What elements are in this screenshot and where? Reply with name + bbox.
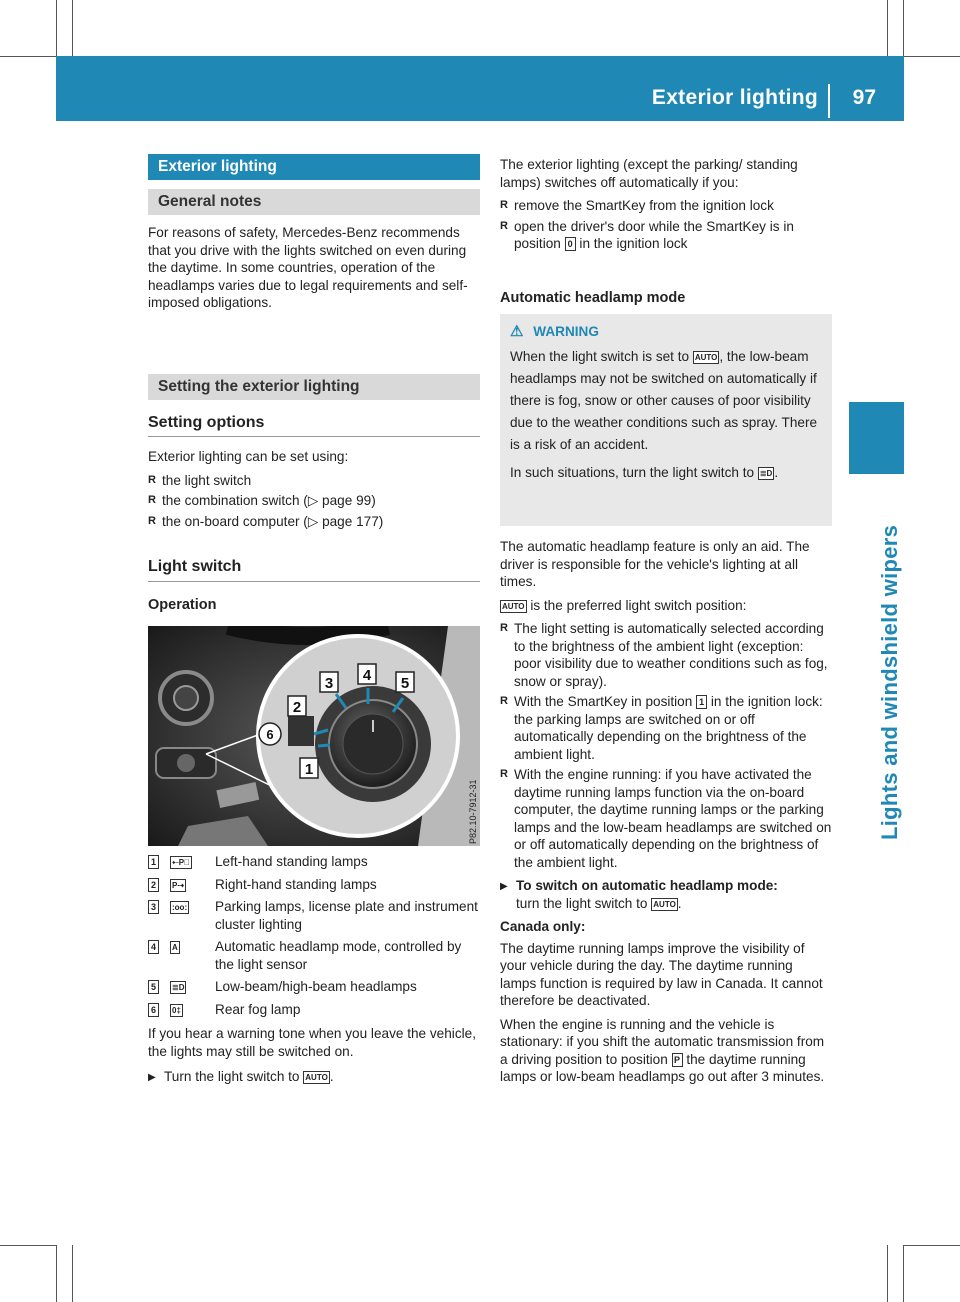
- crop-mark: [887, 0, 888, 56]
- setting-heading: Setting the exterior lighting: [148, 374, 480, 400]
- setting-options-text: [148, 448, 480, 530]
- left-standing-lamps-icon: ⇠P⃒: [172, 858, 191, 867]
- light-switch-figure: [148, 626, 480, 846]
- legend-text: Automatic headlamp mode, controlled by the light sensor: [215, 939, 462, 972]
- callout-3: 3: [324, 675, 334, 692]
- list-item-text: With the engine running: if you have activated the daytime running lamps function via the on-board computer, the daytime running lamps or the parking lamps and the low-beam headlamps are switched on or off automatically depending on the brightness of the ambient light.: [514, 767, 832, 870]
- warning-paragraph: [510, 346, 822, 456]
- legend-number: 5: [148, 980, 159, 994]
- warning-paragraph: [510, 462, 822, 484]
- legend-text: Left-hand standing lamps: [215, 854, 368, 869]
- operation-heading: Operation: [148, 597, 217, 613]
- callout-4: 4: [362, 667, 372, 684]
- instruction-step: [148, 1068, 480, 1086]
- general-notes-heading: General notes: [148, 189, 480, 215]
- list-item: [500, 218, 832, 253]
- left-bottom-text: [148, 1025, 480, 1086]
- light-switch-heading: Light switch: [148, 558, 242, 575]
- legend-text: Right-hand standing lamps: [215, 877, 377, 892]
- warning-text: In such situations, turn the light switch to: [510, 465, 755, 480]
- list-item-text: open the driver's door while the SmartKey is in position: [514, 218, 794, 251]
- legend-text: Rear fog lamp: [215, 1002, 301, 1017]
- low-beam-icon: ≣D: [172, 983, 185, 992]
- auto-key-icon: AUTO: [502, 601, 525, 611]
- right-standing-lamps-icon: P⇢: [172, 881, 185, 890]
- list-item-text: in the ignition lock: [579, 236, 688, 251]
- list-item: [500, 693, 832, 763]
- legend-number: 2: [148, 878, 159, 892]
- legend-number: 3: [148, 900, 159, 914]
- auto-aid-paragraph: The automatic headlamp feature is only an aid. The driver is responsible for the vehicle's lighting at all times.: [500, 539, 810, 589]
- legend-number: 6: [148, 1003, 159, 1017]
- crop-mark: [0, 56, 56, 57]
- figure-code: P82.10-7912-31: [468, 779, 478, 844]
- auto-key-icon: AUTO: [694, 353, 718, 362]
- auto-headlamp-heading: Automatic headlamp mode: [500, 290, 686, 306]
- auto-key-icon: AUTO: [305, 1073, 328, 1082]
- list-item-text: With the SmartKey in position: [514, 694, 693, 709]
- right-bottom-text: [500, 538, 832, 1086]
- park-position-key: P: [672, 1053, 683, 1067]
- callout-5: 5: [400, 675, 410, 692]
- position-key: 1: [696, 695, 707, 709]
- page-number: 97: [852, 86, 876, 109]
- rear-fog-lamp-icon: 0‡: [172, 1006, 181, 1015]
- heading-rule: [148, 436, 480, 437]
- warning-body: [510, 346, 822, 484]
- low-beam-icon: ≣D: [759, 469, 773, 478]
- instruction-end: .: [329, 1069, 334, 1084]
- legend-number: 4: [148, 940, 159, 954]
- warning-tone-paragraph: If you hear a warning tone when you leave the vehicle, the lights may still be switched on.: [148, 1026, 476, 1059]
- general-notes-text: [148, 224, 480, 312]
- parking-lamps-icon: :oo:: [172, 903, 188, 912]
- figure-image: [148, 626, 480, 846]
- list-item: [500, 766, 832, 871]
- canada-text: the daytime running lamps or low-beam headlamps go out after 3 minutes.: [500, 1051, 825, 1084]
- canada-paragraph: The daytime running lamps improve the visibility of your vehicle during the day. The daytime running lamps function is required by law in Canada. It cannot therefore be deactivated.: [500, 940, 823, 1008]
- warning-box: [500, 314, 832, 526]
- position-key: 0: [565, 237, 576, 251]
- list-item: [500, 620, 832, 690]
- instruction-step: [500, 877, 832, 912]
- warning-title: WARNING: [533, 324, 599, 339]
- warning-triangle-icon: ⚠: [510, 323, 524, 340]
- crop-mark: [56, 0, 57, 56]
- crop-mark: [904, 1245, 960, 1246]
- crop-mark: [903, 0, 904, 56]
- list-item: R the on-board computer (▷ page 177): [148, 513, 480, 531]
- legend-text: Parking lamps, license plate and instrument cluster lighting: [215, 899, 478, 932]
- instruction-end: .: [677, 895, 682, 911]
- list-item: R the combination switch (▷ page 99): [148, 492, 480, 510]
- auto-key-icon: AUTO: [653, 899, 676, 909]
- header-separator: [828, 84, 830, 118]
- legend-text: Low-beam/high-beam headlamps: [215, 979, 417, 994]
- list-item: [500, 197, 832, 215]
- callout-2: 2: [292, 699, 302, 716]
- crop-mark: [0, 1245, 56, 1246]
- preferred-text: is the preferred light switch position:: [530, 597, 747, 613]
- preferred-position: [500, 597, 832, 615]
- callout-6: 6: [266, 727, 274, 742]
- warning-text: .: [774, 465, 779, 480]
- crop-mark: [72, 0, 73, 56]
- heading-rule: [148, 581, 480, 582]
- canada-paragraph: [500, 1016, 832, 1086]
- callout-1: 1: [304, 761, 314, 778]
- warning-text: , the low-beam headlamps may not be switched on automatically if there is fog, snow or other causes of poor visibility due to the weather conditions such as spray. There is a risk of an accident.: [510, 349, 818, 452]
- general-notes-paragraph: For reasons of safety, Mercedes-Benz recommends that you drive with the lights switched on even during the daytime. In some countries, operation of the headlamps varies due to legal requirements and self-imposed obligations.: [148, 225, 468, 310]
- list-item: R the light switch: [148, 472, 480, 490]
- instruction-text: Turn the light switch to: [164, 1069, 300, 1084]
- section-bar: Exterior lighting: [148, 154, 480, 180]
- crop-mark: [56, 1245, 57, 1302]
- list-item-text: remove the SmartKey from the ignition lock: [514, 198, 774, 213]
- warning-title-row: [510, 322, 599, 340]
- canada-heading: Canada only:: [500, 919, 586, 934]
- legend-number: 1: [148, 855, 159, 869]
- warning-text: When the light switch is set to: [510, 349, 690, 364]
- side-tab: [849, 402, 904, 474]
- crop-mark: [887, 1245, 888, 1302]
- side-tab-label: Lights and windshield wipers: [877, 524, 902, 840]
- list-item-text: The light setting is automatically selected according to the brightness of the ambient light (exception: poor visibility due to weather conditions such as fog, snow or spray).: [514, 621, 828, 689]
- crop-mark: [903, 1245, 904, 1302]
- setting-options-intro: Exterior lighting can be set using:: [148, 449, 349, 464]
- list-item-text: in the ignition lock: the parking lamps are switched on or off automatically depending on the brightness of the ambient light.: [514, 694, 823, 762]
- page-header: [56, 56, 904, 121]
- right-top-text: [500, 156, 832, 253]
- auto-off-intro: The exterior lighting (except the parking/ standing lamps) switches off automatically if you:: [500, 157, 798, 190]
- setting-options-heading: Setting options: [148, 414, 265, 431]
- crop-mark: [904, 56, 960, 57]
- canada-text: When the engine is running and the vehicle is stationary: if you shift the automatic transmission from a driving position to position: [500, 1016, 825, 1067]
- crop-mark: [72, 1245, 73, 1302]
- auto-headlamp-icon: A: [172, 943, 178, 952]
- instruction-text: turn the light switch to: [516, 895, 648, 911]
- instruction-title: To switch on automatic headlamp mode:: [516, 878, 778, 893]
- header-section-title: Exterior lighting: [651, 86, 818, 109]
